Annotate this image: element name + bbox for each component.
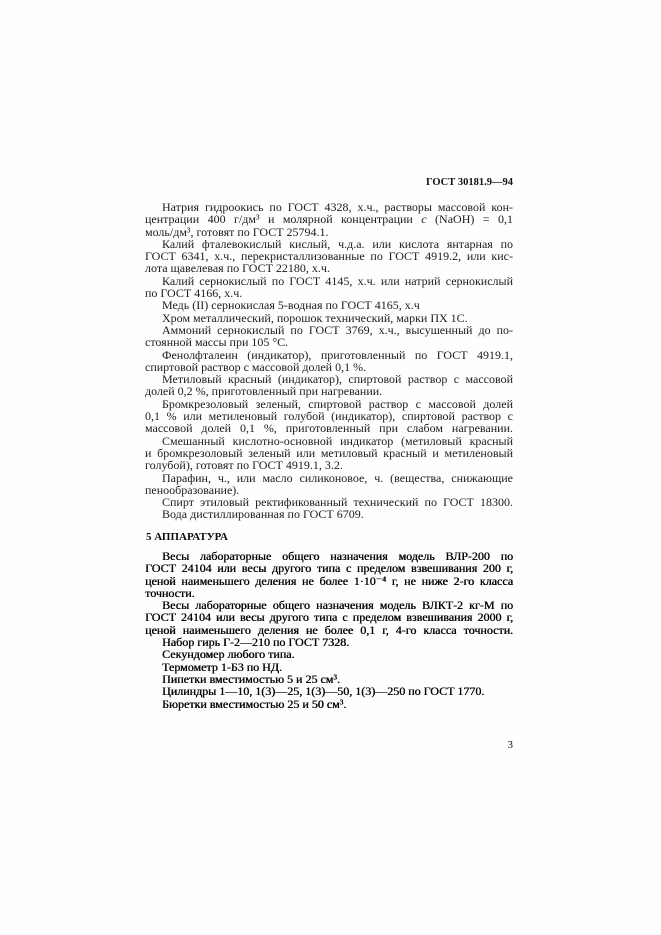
text-line: Бромкрезоловый зеленый, спиртовой раствор с массовой долей: [162, 396, 513, 411]
page-number: 3: [507, 739, 513, 751]
text-line: Спирт этиловый ректификованный технический по ГОСТ 18300.: [162, 495, 513, 510]
text-line: [145, 213, 513, 225]
text-line: голубой), готовят по ГОСТ 4919.1, 3.2.: [145, 458, 343, 473]
text-line: ГОСТ 6341, х.ч., перекристаллизованные по ГОСТ 4919.2, или кис-: [145, 249, 513, 264]
apparatus-list: [145, 550, 513, 710]
text-line: долей 0,2 %, приготовленный при нагревании.: [145, 384, 383, 399]
text-line: точности.: [145, 585, 195, 600]
text-line: ценой наименьшего деления не более 1·10⁻⁴ г, не ниже 2-го класса: [145, 573, 513, 588]
text-line: Натрия гидроокись по ГОСТ 4328, х.ч., растворы массовой кон-: [162, 200, 513, 214]
text-line: Весы лабораторные общего назначения модель ВЛР-200 по: [162, 549, 513, 563]
text-line: ГОСТ 24104 или весы другого типа с пределом взвешивания 2000 г,: [145, 610, 513, 625]
text-line: Калий сернокислый по ГОСТ 4145, х.ч. или натрий сернокислый: [162, 273, 513, 288]
text-line: Смешанный кислотно-основной индикатор (метиловый красный: [162, 433, 513, 448]
text-line: Секундомер любого типа.: [162, 647, 295, 662]
text-line: стоянной массы при 105 °С.: [145, 335, 289, 350]
text-line: 0,1 % или метиленовый голубой (индикатор), спиртовой раствор с: [145, 409, 513, 424]
text-line: ценой наименьшего деления не более 0,1 г, 4-го класса точности.: [145, 622, 513, 637]
concentration-symbol: c: [421, 212, 427, 227]
text-fragment: центрации 400 г/дм³ и молярной концентрации: [145, 212, 422, 227]
text-line: ГОСТ 24104 или весы другого типа с пределом взвешивания 200 г,: [145, 561, 513, 576]
text-line: Пипетки вместимостью 5 и 25 см³.: [162, 671, 340, 686]
text-line: Набор гирь Г-2—210 по ГОСТ 7328.: [162, 635, 350, 650]
text-line: Метиловый красный (индикатор), спиртовой раствор с массовой: [162, 372, 513, 387]
text-line: Хром металлический, порошок технический, марки ПХ 1С.: [162, 310, 468, 325]
text-line: Калий фталевокислый кислый, ч.д.а. или кислота янтарная по: [162, 236, 513, 251]
text-line: Бюретки вместимостью 25 и 50 см³.: [162, 696, 347, 711]
document-code-header: ГОСТ 30181.9—94: [425, 177, 513, 188]
text-line: Цилиндры 1—10, 1(3)—25, 1(3)—50, 1(3)—250 по ГОСТ 1770.: [162, 684, 485, 699]
text-line: Медь (II) сернокислая 5-водная по ГОСТ 4165, х.ч: [162, 298, 420, 313]
text-line: Аммоний сернокислый по ГОСТ 3769, х.ч., высушенный до по-: [162, 322, 513, 337]
section-heading: 5 АППАРАТУРА: [146, 531, 228, 543]
text-line: моль/дм³, готовят по ГОСТ 25794.1.: [145, 224, 329, 239]
text-line: массовой долей 0,1 %, приготовленный при слабом нагревании.: [145, 421, 513, 436]
text-line: спиртовой раствор с массовой долей 0,1 %.: [145, 359, 367, 374]
text-line: лота щавелевая по ГОСТ 22180, х.ч.: [145, 261, 330, 276]
text-fragment: (NaOH) = 0,1: [426, 212, 513, 227]
text-line: пенообразование).: [145, 482, 240, 497]
text-line: и бромкрезоловый зеленый или метиловый красный и метиленовый: [145, 445, 513, 460]
text-line: по ГОСТ 4166, х.ч.: [145, 286, 243, 301]
text-line: Весы лабораторные общего назначения модель ВЛКТ-2 кг-М по: [162, 598, 513, 613]
text-line: Парафин, ч., или масло силиконовое, ч. (вещества, снижающие: [162, 470, 513, 485]
text-line: Фенолфталеин (индикатор), приготовленный по ГОСТ 4919.1,: [162, 347, 513, 362]
text-line: Вода дистиллированная по ГОСТ 6709.: [162, 507, 364, 522]
text-line: Термометр 1-Б3 по НД.: [162, 659, 282, 674]
reagents-list: [145, 201, 513, 521]
